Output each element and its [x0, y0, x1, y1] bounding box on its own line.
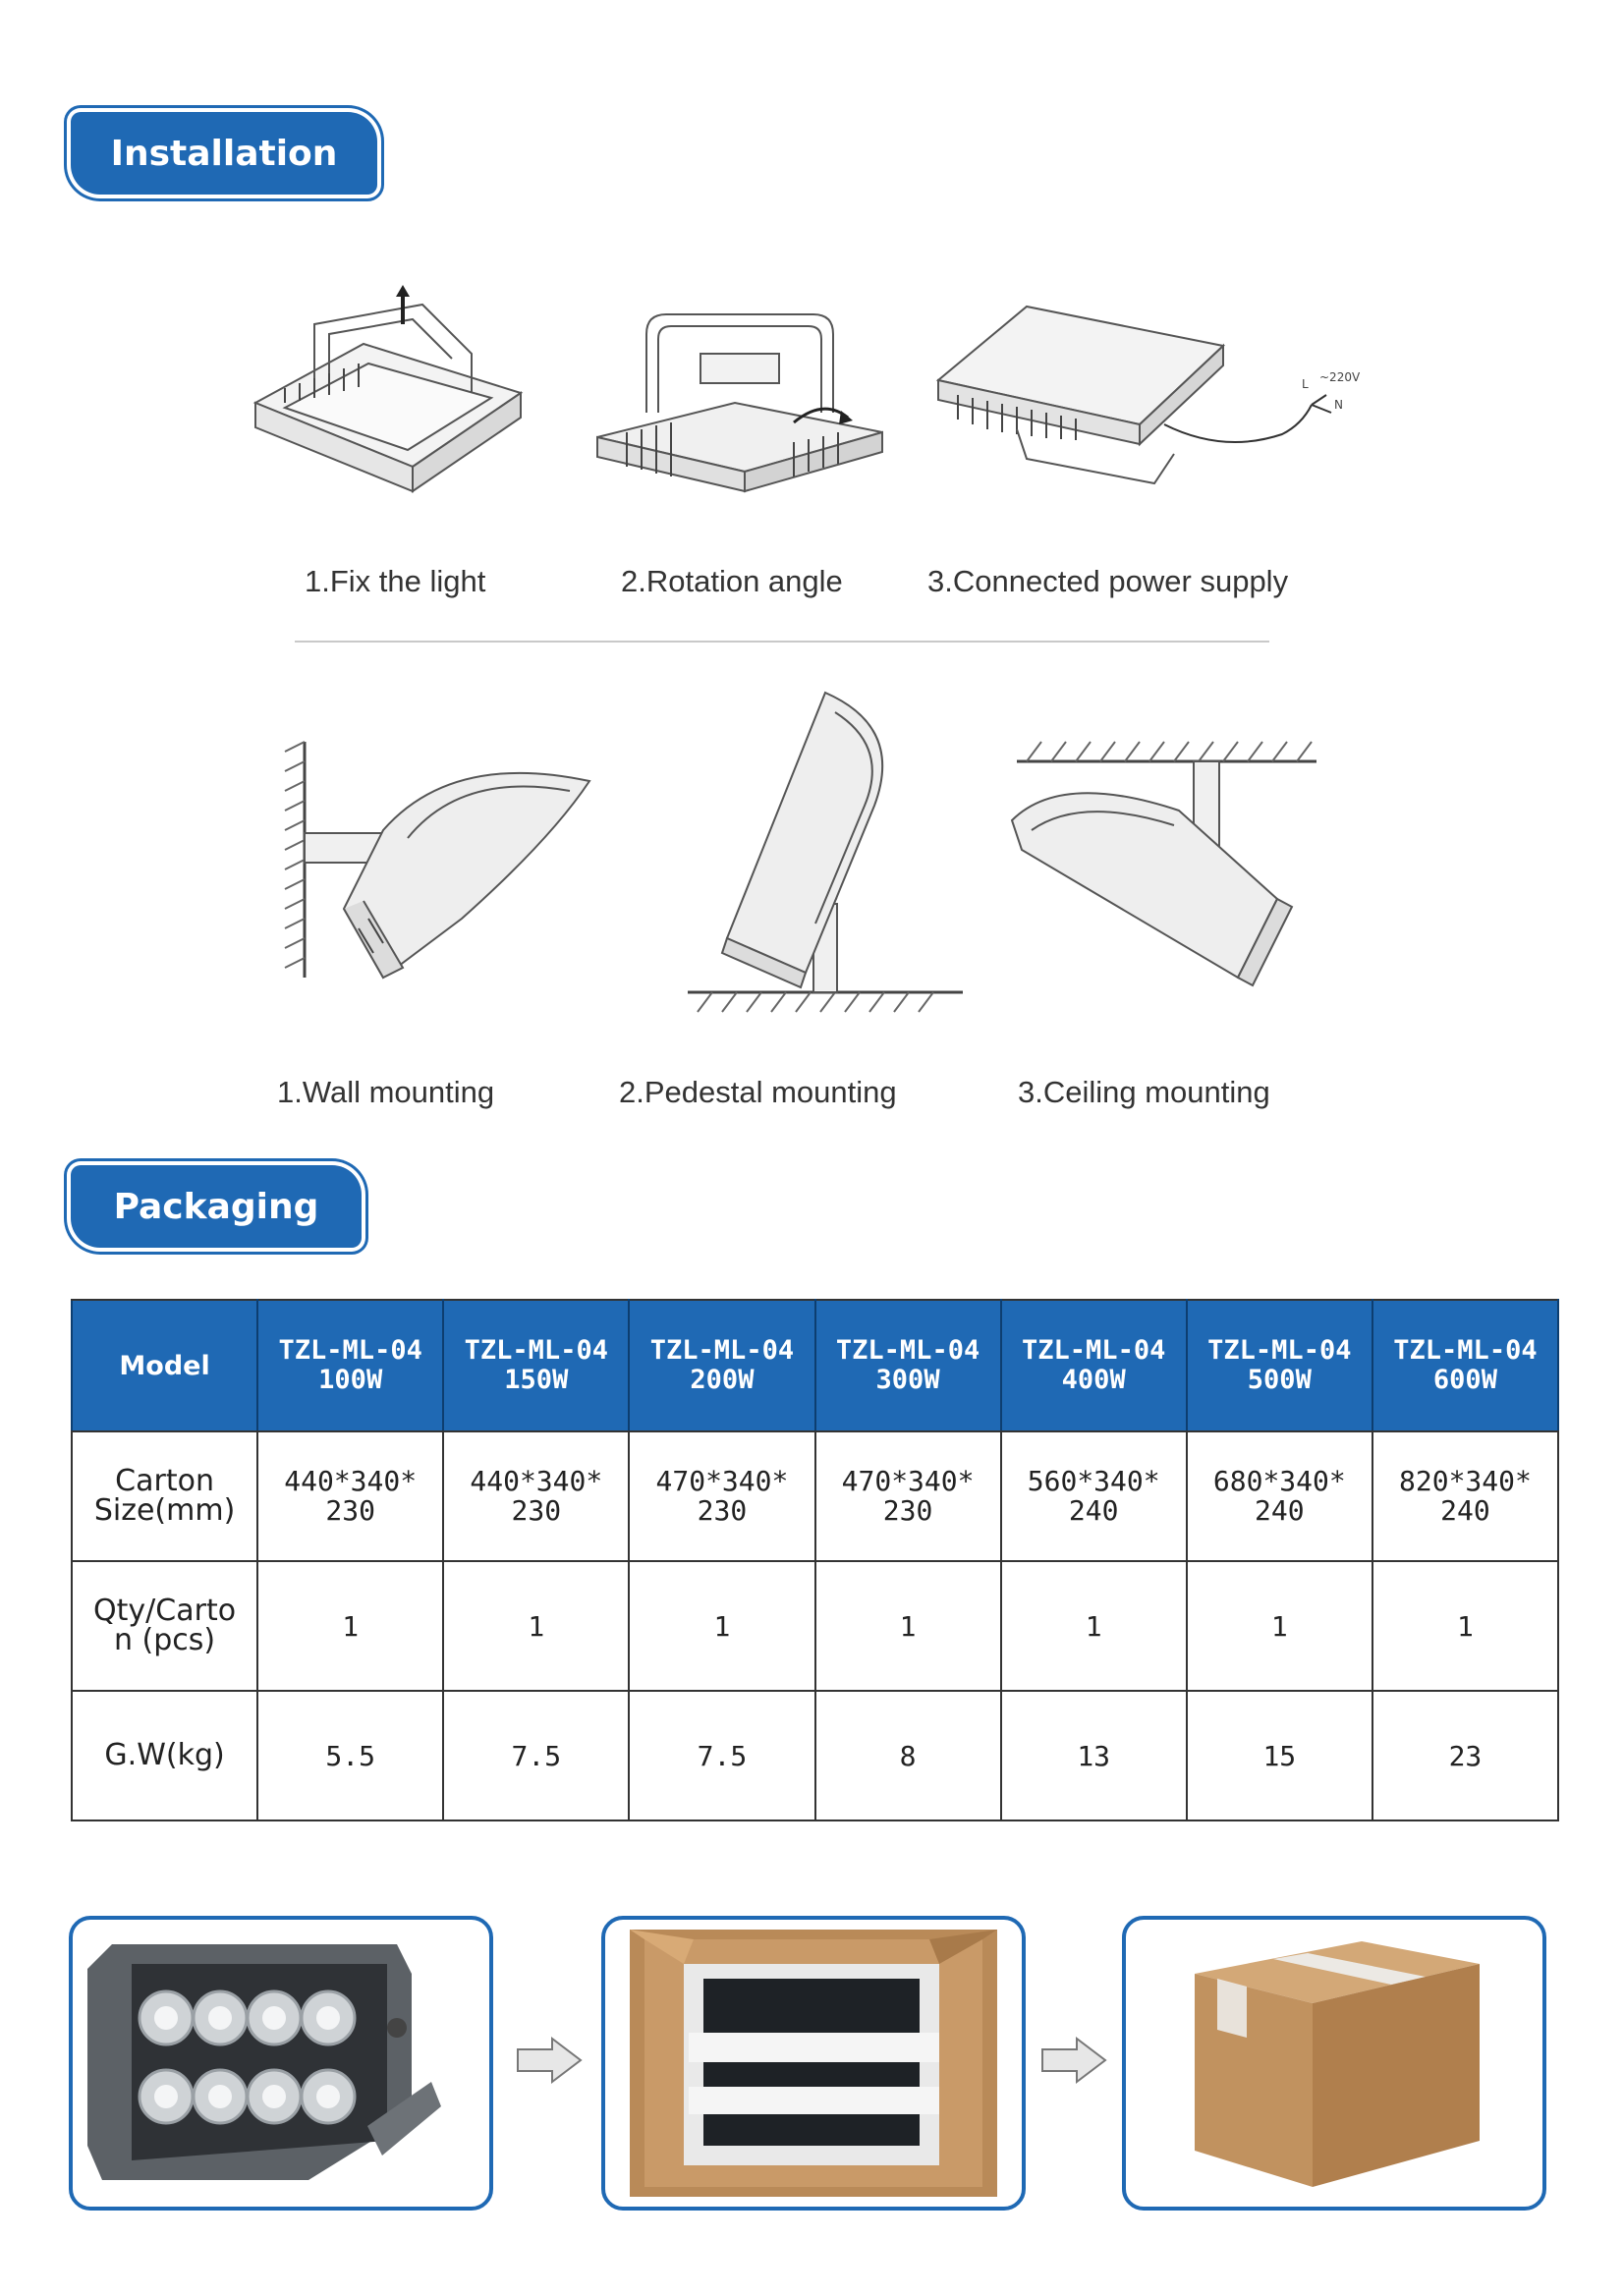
- table-cell: 470*340* 230: [629, 1431, 814, 1561]
- table-cell: 5.5: [257, 1691, 443, 1820]
- row-label-carton-size: Carton Size(mm): [72, 1431, 257, 1561]
- table-cell: 7.5: [443, 1691, 629, 1820]
- packaging-heading-text: Packaging: [113, 1186, 319, 1227]
- step-caption-fix: 1.Fix the light: [305, 564, 486, 598]
- table-cell: 820*340* 240: [1372, 1431, 1558, 1561]
- mount-caption-ceiling: 3.Ceiling mounting: [1018, 1075, 1270, 1109]
- table-cell: 1: [1372, 1561, 1558, 1691]
- live-wire-label: L: [1302, 377, 1309, 391]
- header-model-600w: TZL-ML-04 600W: [1372, 1300, 1558, 1431]
- power-supply-illustration: [928, 287, 1371, 513]
- table-cell: 13: [1001, 1691, 1187, 1820]
- table-row: [72, 1561, 1558, 1691]
- step-caption-power: 3.Connected power supply: [927, 564, 1289, 598]
- header-model-150w: TZL-ML-04 150W: [443, 1300, 629, 1431]
- row-label-gross-weight: G.W(kg): [72, 1691, 257, 1820]
- table-cell: 1: [629, 1561, 814, 1691]
- table-cell: 23: [1372, 1691, 1558, 1820]
- table-cell: 15: [1187, 1691, 1372, 1820]
- header-model-500w: TZL-ML-04 500W: [1187, 1300, 1372, 1431]
- table-cell: 470*340* 230: [815, 1431, 1001, 1561]
- table-header-row: [72, 1300, 1558, 1431]
- arrow-right-icon: [1039, 2036, 1108, 2085]
- pedestal-mounting-illustration: [678, 688, 973, 1022]
- header-model-300w: TZL-ML-04 300W: [815, 1300, 1001, 1431]
- arrow-right-icon: [515, 2036, 584, 2085]
- table-cell: 8: [815, 1691, 1001, 1820]
- step-caption-rotation: 2.Rotation angle: [621, 564, 843, 598]
- installation-heading-text: Installation: [110, 133, 338, 174]
- table-cell: 7.5: [629, 1691, 814, 1820]
- packaging-table: [71, 1299, 1559, 1821]
- row-label-qty-carton: Qty/Carto n (pcs): [72, 1561, 257, 1691]
- mount-caption-pedestal: 2.Pedestal mounting: [619, 1075, 897, 1109]
- wall-mounting-illustration: [265, 732, 609, 987]
- ceiling-mounting-illustration: [1002, 732, 1336, 997]
- header-model-200w: TZL-ML-04 200W: [629, 1300, 814, 1431]
- table-cell: 1: [1001, 1561, 1187, 1691]
- divider-line: [295, 641, 1269, 643]
- packed-light-photo: [601, 1916, 1026, 2211]
- packaging-heading: [71, 1165, 362, 1248]
- voltage-label: ~220V: [1319, 370, 1361, 384]
- table-cell: 1: [815, 1561, 1001, 1691]
- header-model-100w: TZL-ML-04 100W: [257, 1300, 443, 1431]
- table-cell: 440*340* 230: [257, 1431, 443, 1561]
- table-row: [72, 1431, 1558, 1561]
- table-cell: 1: [257, 1561, 443, 1691]
- mount-caption-wall: 1.Wall mounting: [277, 1075, 495, 1109]
- table-cell: 1: [1187, 1561, 1372, 1691]
- fix-light-illustration: [246, 285, 540, 511]
- header-model-400w: TZL-ML-04 400W: [1001, 1300, 1187, 1431]
- table-cell: 680*340* 240: [1187, 1431, 1372, 1561]
- header-model-label: Model: [72, 1300, 257, 1431]
- floodlight-photo: [69, 1916, 493, 2211]
- table-cell: 560*340* 240: [1001, 1431, 1187, 1561]
- table-cell: 440*340* 230: [443, 1431, 629, 1561]
- installation-heading: [71, 112, 377, 195]
- table-row: [72, 1691, 1558, 1820]
- rotation-angle-illustration: [588, 295, 892, 511]
- table-cell: 1: [443, 1561, 629, 1691]
- carton-box-photo: [1122, 1916, 1546, 2211]
- neutral-wire-label: N: [1334, 398, 1343, 412]
